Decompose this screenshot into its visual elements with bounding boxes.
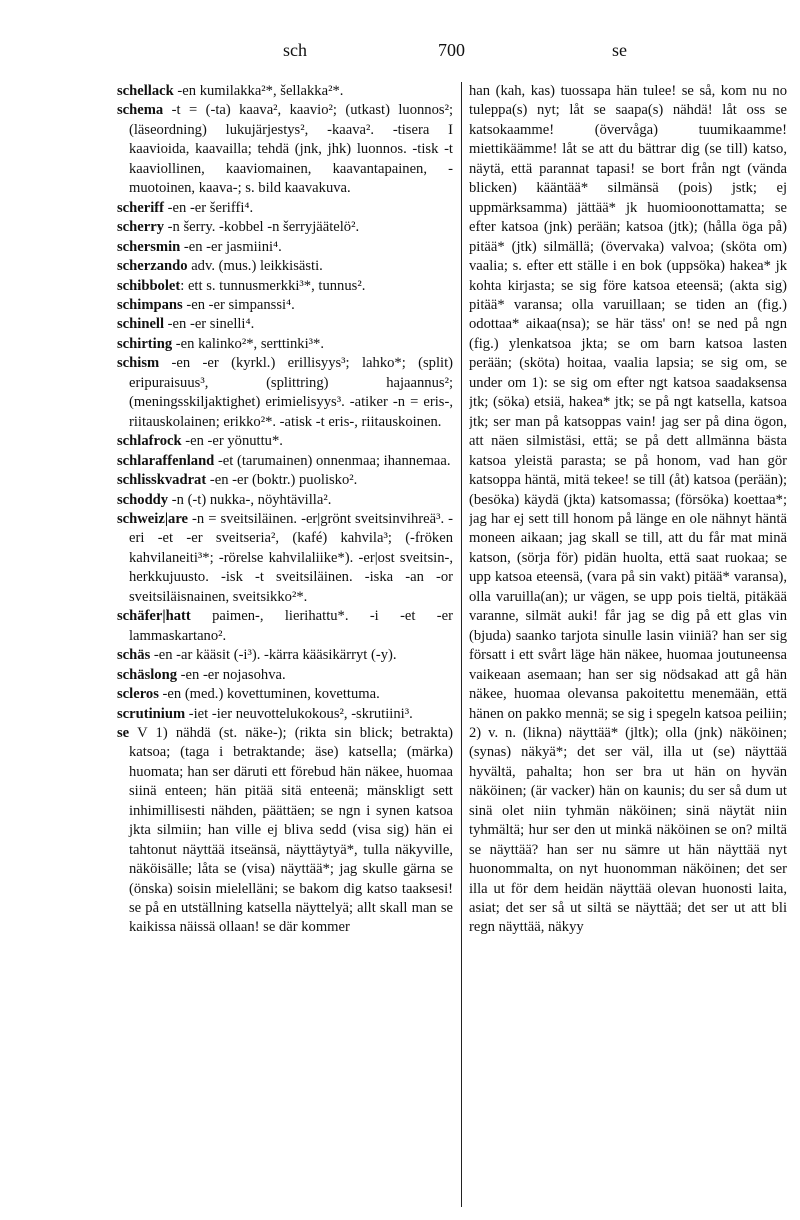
definition: -et (tarumainen) onnenmaa; ihannemaa. <box>214 452 451 469</box>
entry-continuation: han (kah, kas) tuossapa hän tulee! se så, kom nu no tuleppa(s) nyt; låt se saapa(s) nähdä! låt oss se katsokaamme! (övervåga) tuumikaamme! miettikäämme! låt se att du bättrar dig (se till) katso, näytä, että parannat tapasi! se bort från ngt (vända blicken) kääntää* silmänsä (pois) jstk; ej uppmärksamma) jättää* jk huomioonottamatta; se efter katsoa (jnk) perään; katsoa (jtk); (hålla öga på) pitää* (jtk) silmällä; (övervaka) valvoa; (sköta om) vaalia; s. efter ett ställe i en bok (uppsöka) hakea* jk kohta kirjasta; se sig före katsoa eteensä; (akta sig) pitää* varansa; olla varuillaan; se tiden an (fig.) odottaa* aikaa(nsa); se här täss' on! se ned på ngn (fig.) ylenkatsoa jkta; se om barn katsoa lasten perään; (sköta) hoitaa, vaalia lapsia; se sig om, se under om 1): se sig om efter ngt katsoa saadaksensa jtk; (söka) etsiä, hakea* jtk; se på ngt katsella, katsoa jtk; ser man på katsoppas vain! jag ser på dina ögon, att näen silmistäsi, että; se på dett allmänna bästa katsoa yleistä parasta; se på honom, vad han gör katsoppa häntä, mitä tekee! se till (åt) katsoa (perään); (besöka) käydä (jkta) katsomassa; (försöka) koettaa*; jag har ej sett till honom på länge en ole nähnyt häntä moneen aikaan; jag skall se till, att du får mat minä katson, (sörja för) pidän huolta, että saat ruokaa; se upp katsoa eteensä, (vara på sin vakt) pitää* varansa), olla varuilla(an); ur vägen, se upp pois tieltä, pitäkää varanne, silmät auki! får jag se dig på ett glas vin (bjuda) saanko tarjota sinulle lasin viiniä? han ser sig försatt i ett svårt läge hän näkee, huomaa joutuneensa vaikeaan asemaan; han ser sig nödsakad att gå hän näkee, huomaa olevansa pakoitettu menemään, että hänen on pakko mennä; se sig i spegeln katsoa peiliin; 2) v. n. (likna) näyttää* (jltk); olla (jnk) näköinen; (synas) näkyä*; det ser väl, illa ut (se) näyttää hyvältä, pahalta; hon ser bra ut hän on hyvän näköinen; (är vacker) hän on kaunis; du ser så dum ut sinä olet niin tyhmän näköinen; sinä näytät niin tyhmältä; hur ser den ut minkä näköinen se on? miltä se näyttää? han ser nu sämre ut hän näyttää nyt huonommalta, on nyt huonomman näköinen; det ser illa ut för dem heidän näyttää olevan huonosti laita, asiat; det ser så ut siltä se näyttää; det ser ut att bli regn näyttää, näkyy <box>469 83 787 936</box>
definition: -en -er sinelli⁴. <box>164 316 255 333</box>
headword: scrutinium <box>117 705 186 722</box>
dictionary-entry <box>117 471 453 490</box>
headword: schoddy <box>117 491 169 508</box>
headword: schimpans <box>117 296 183 313</box>
headword: schirting <box>117 335 173 352</box>
dictionary-entry <box>117 607 453 646</box>
headword: scherzando <box>117 258 188 275</box>
definition: -en -er (kyrkl.) erillisyys³; lahko*; (split) eripuraisuus³, (splittring) hajaannus²; (meningsskiljaktighet) erimielisyys³. -atiker -n = eris-, riitauskolainen; erikko²*. -atisk -t eris-, riitauskoinen. <box>129 355 453 430</box>
definition: -en -er jasmiini⁴. <box>180 238 282 255</box>
dictionary-entry <box>117 335 453 354</box>
definition: -t = (-ta) kaava², kaavio²; (utkast) luonnos²; (läseordning) lukujärjestys², -kaava². -tisera I kaavioida, kaavailla; tehdä (jnk, jhk) luonnos. -tisk -t kaaviollinen, kaaviomainen, kaavantapainen, -muotoinen, kaava-; s. bild kaavakuva. <box>129 102 453 197</box>
dictionary-entry <box>117 82 453 101</box>
headword: schinell <box>117 316 165 333</box>
headword: schersmin <box>117 238 181 255</box>
running-header <box>0 40 800 66</box>
headword: schäfer|hatt <box>117 608 191 625</box>
definition: : ett s. tunnusmerkki³*, tunnus². <box>180 277 366 294</box>
headword: schweiz|are <box>117 510 189 527</box>
dictionary-entry <box>117 354 453 432</box>
dictionary-entry <box>117 666 453 685</box>
headword: schlaraffenland <box>117 452 215 469</box>
headword: scleros <box>117 686 159 703</box>
definition: -en kalinko²*, serttinki³*. <box>172 335 324 352</box>
definition: -en (med.) kovettuminen, kovettuma. <box>158 686 380 703</box>
headword: schlafrock <box>117 433 182 450</box>
definition: -en -er simpanssi⁴. <box>182 296 295 313</box>
dictionary-entry <box>117 218 453 237</box>
left-column <box>117 82 453 1207</box>
dictionary-entry <box>117 705 453 724</box>
definition: -en -er (boktr.) puolisko². <box>206 472 358 489</box>
headword: scheriff <box>117 199 165 216</box>
header-first-word: sch <box>283 40 307 60</box>
dictionary-entry <box>117 199 453 218</box>
page-number: 700 <box>438 40 465 60</box>
definition: -en -ar kääsit (-i³). -kärra kääsikärryt (-y). <box>150 647 397 664</box>
definition: -n (-t) nukka-, nöyhtävilla². <box>168 491 332 508</box>
column-divider <box>461 82 462 1207</box>
right-column <box>469 82 787 1207</box>
definition: -n = sveitsiläinen. -er|grönt sveitsinvihreä³. -eri -et -er sveitseria², (kafé) kahvila³; (-fröken kahvilaneiti³*; -rörelse kahvilaliike*). -er|ost sveitsin-, herkkujuusto. -isk -t sveitsiläinen. -iska -an -or sveitsiläisnainen, sveitsikko²*. <box>129 510 453 605</box>
dictionary-entry <box>117 277 453 296</box>
dictionary-entry <box>117 315 453 334</box>
headword: schellack <box>117 83 174 99</box>
header-last-word: se <box>612 40 627 60</box>
definition: -en -er yönuttu*. <box>181 433 283 450</box>
headword: schema <box>117 102 164 119</box>
headword: schlisskvadrat <box>117 472 207 489</box>
dictionary-entry <box>117 452 453 471</box>
dictionary-entry <box>117 238 453 257</box>
dictionary-entry <box>117 685 453 704</box>
dictionary-entry <box>117 432 453 451</box>
headword: schibbolet <box>117 277 181 294</box>
definition: V 1) nähdä (st. näke-); (rikta sin blick; betrakta) katsoa; (taga i betraktande; äse) katsella; (märka) huomata; han ser däruti ett förebud hän näkee, huomaa siinä enteen; hän pitää sitä enteenä; mänskligt sett inhimillisesti nähden, päättäen; se ngn i synen katsoa jkta silmiin; han ville ej bliva sedd (visa sig) hän ei tahtonut näyttää itseänsä, näyttäytyä*, tulla näkyville, näköisälle; låta se (visa) näyttää*; jag skulle gärna se (önska) soisin mielelläni; se bakom dig katso taaksesi! se på en utställning katsella näyttelyä; allt skall man se kaikissa näissä ollaan! se där kommer <box>129 724 453 936</box>
definition: paimen-, lierihattu*. -i -et -er lammaskartano². <box>129 608 453 644</box>
headword: se <box>117 724 130 741</box>
headword: schäs <box>117 647 151 664</box>
definition: -en kumilakka²*, šellakka²*. <box>173 83 344 99</box>
headword: schism <box>117 355 160 372</box>
definition: -en -er nojasohva. <box>177 666 286 683</box>
definition: -n šerry. -kobbel -n šerryjäätelö². <box>164 219 360 236</box>
dictionary-entry <box>117 646 453 665</box>
headword: scherry <box>117 219 165 236</box>
dictionary-entry <box>117 257 453 276</box>
dictionary-entry <box>117 296 453 315</box>
dictionary-entry <box>117 724 453 938</box>
definition: -en -er šeriffi⁴. <box>164 199 254 216</box>
definition: adv. (mus.) leikkisästi. <box>187 258 323 275</box>
headword: schäslong <box>117 666 178 683</box>
definition: -iet -ier neuvottelukokous², -skrutiini³. <box>185 705 413 722</box>
dictionary-entry <box>117 491 453 510</box>
dictionary-entry <box>117 510 453 607</box>
dictionary-entry <box>117 101 453 198</box>
